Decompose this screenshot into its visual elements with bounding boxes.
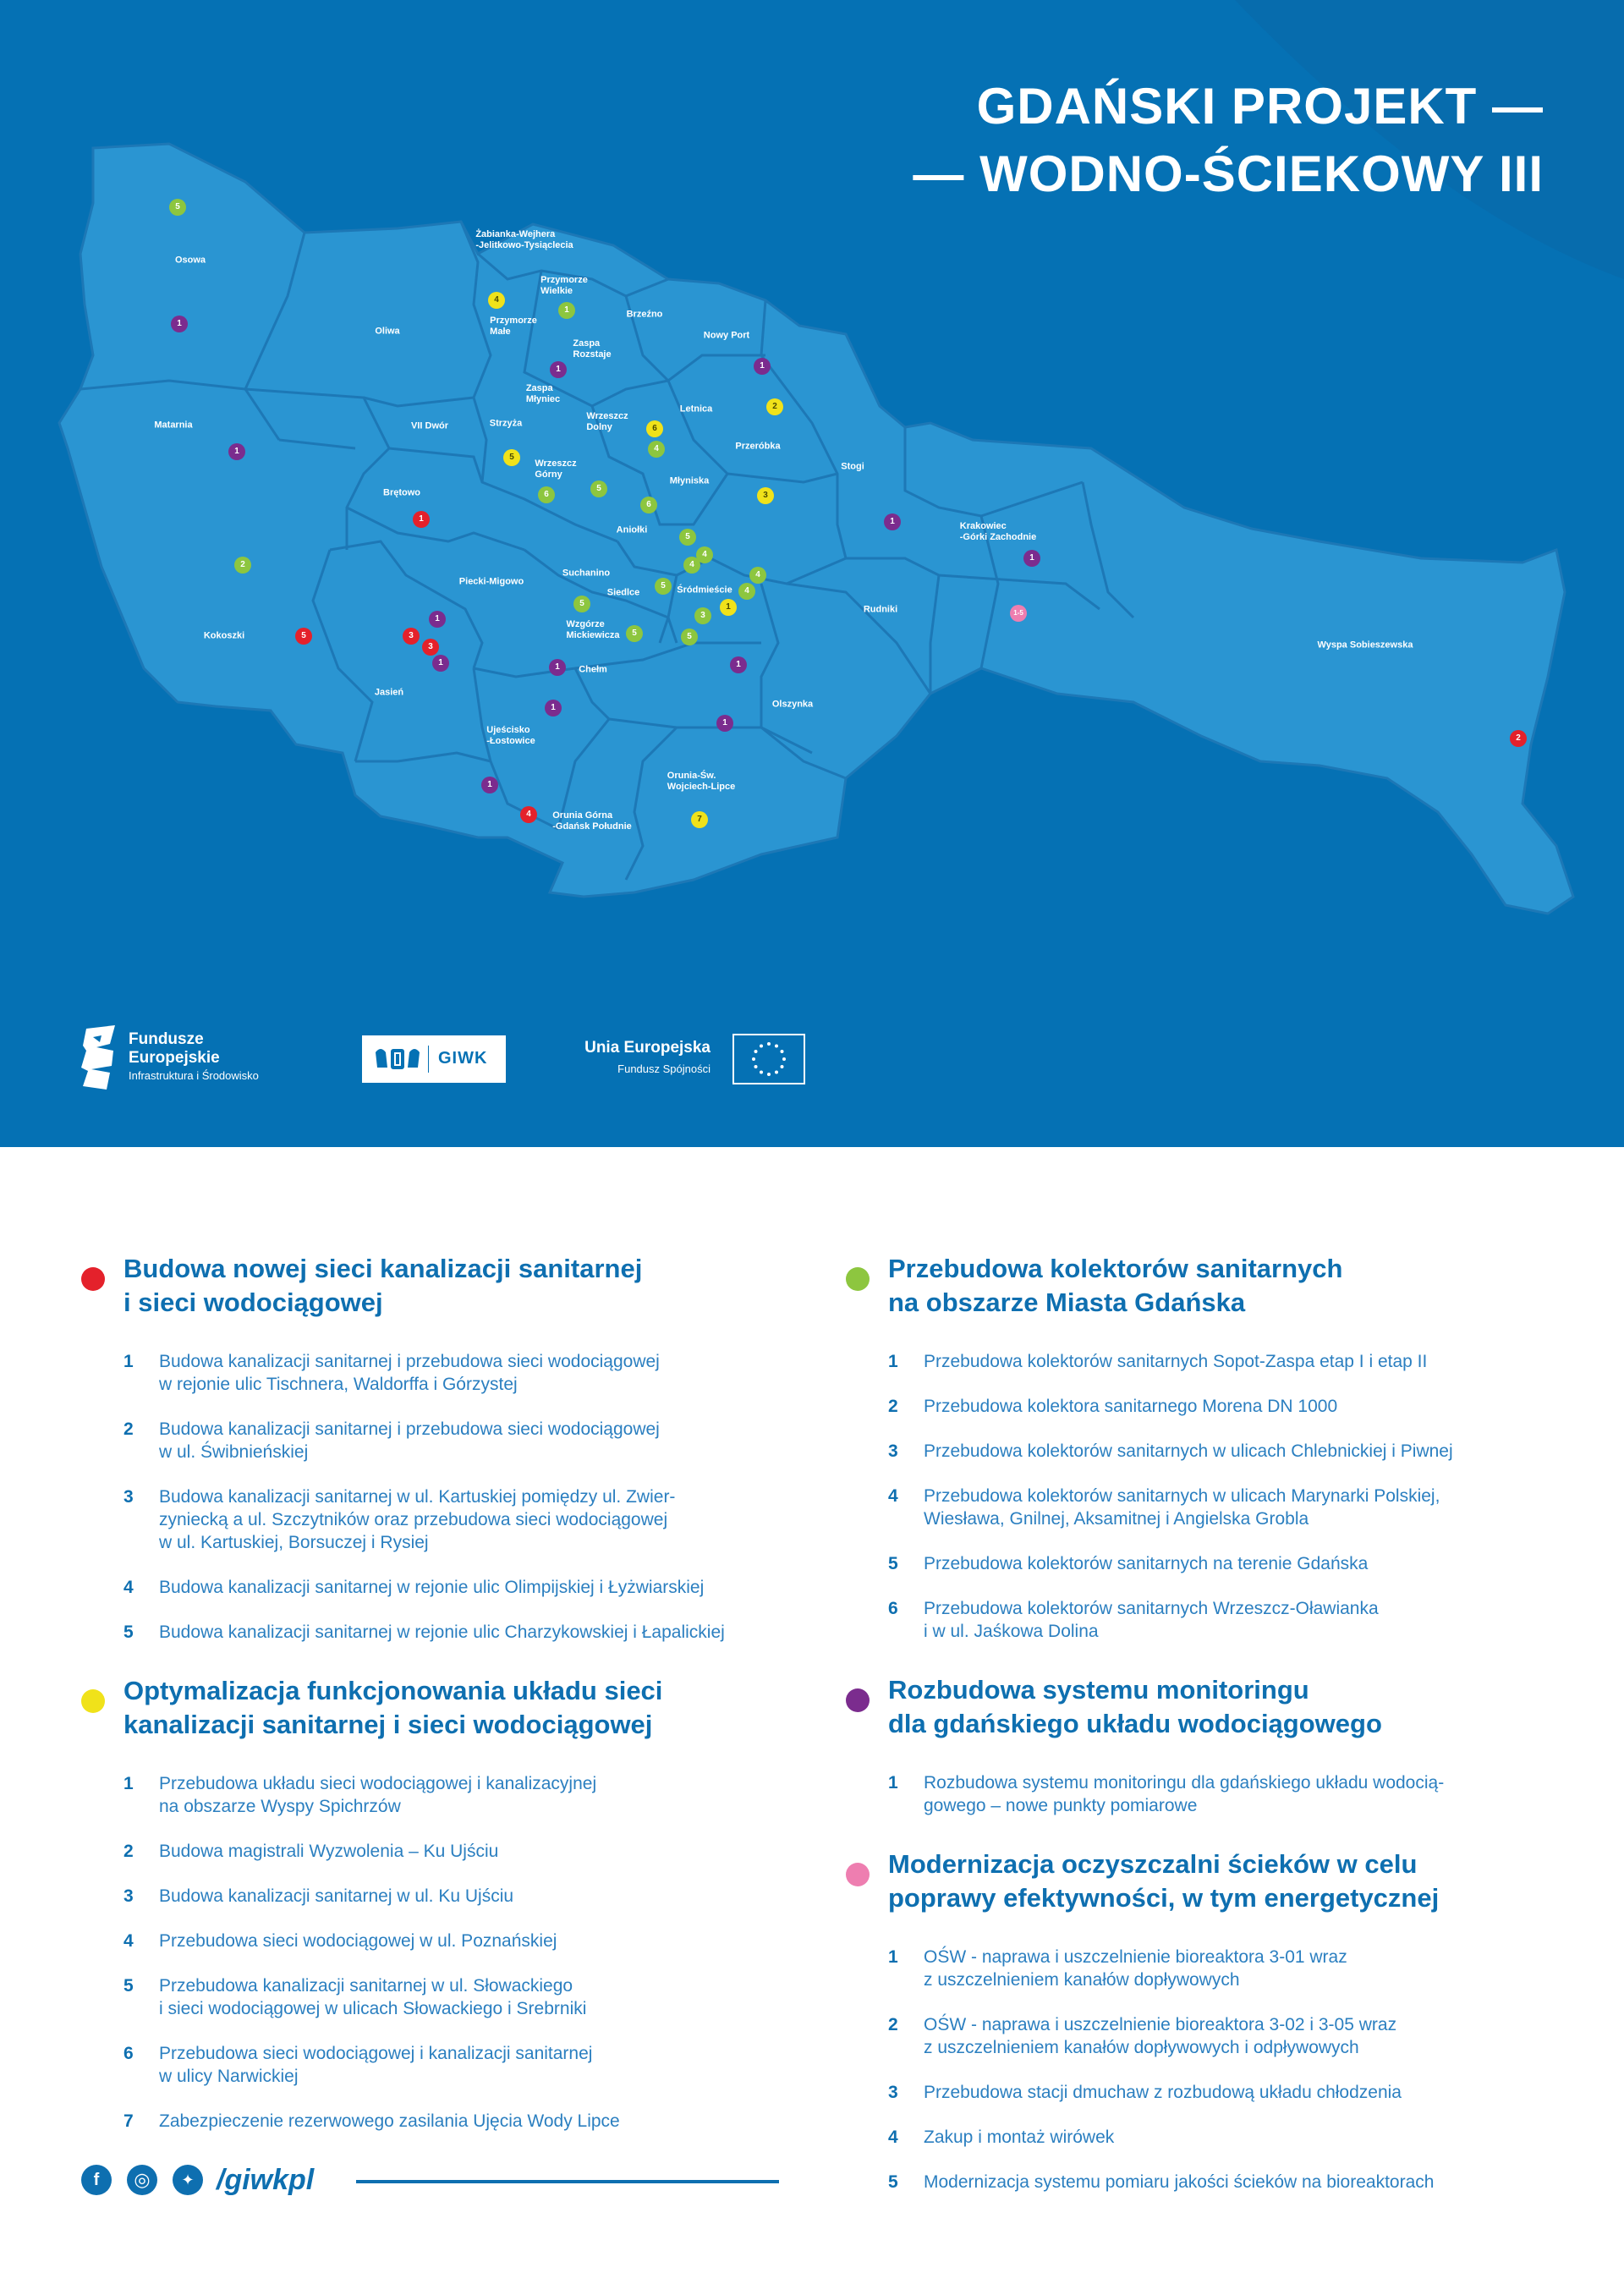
project-marker-purple[interactable]: 1 — [228, 443, 245, 460]
twitter-icon[interactable]: ✦ — [173, 2165, 203, 2195]
legend-item-text: Przebudowa kolektorów sanitarnych w ulicach Chlebnickiej i Piwnej — [924, 1441, 1453, 1461]
legend-item-text: Zakup i montaż wirówek — [924, 2128, 1115, 2147]
district-label: Stogi — [841, 461, 864, 472]
project-marker-yellow[interactable]: 6 — [646, 420, 663, 437]
legend-item-text: OŚW - naprawa i uszczelnienie bioreaktora 3-01 wraz z uszczelnieniem kanałów dopływowych — [924, 1947, 1347, 1990]
project-marker-purple[interactable]: 1 — [481, 777, 498, 793]
legend-item — [888, 1485, 1573, 1530]
district-label: Brzeźno — [626, 309, 663, 320]
project-marker-lime[interactable]: 4 — [749, 567, 766, 584]
project-marker-red[interactable]: 3 — [403, 628, 420, 645]
title-line-1: GDAŃSKI PROJEKT — — [976, 78, 1544, 135]
legend-item-text: Budowa kanalizacji sanitarnej w rejonie ulic Charzykowskiej i Łapalickiej — [159, 1622, 725, 1642]
legend-item — [888, 1597, 1573, 1643]
district-label: Przymorze Małe — [490, 316, 537, 337]
district-label: Oliwa — [375, 326, 400, 337]
facebook-icon[interactable]: f — [81, 2165, 112, 2195]
legend-item-text: Budowa kanalizacji sanitarnej w rejonie ulic Olimpijskiej i Łyżwiarskiej — [159, 1578, 705, 1597]
fundusze-europejskie-logo — [81, 1025, 301, 1093]
project-marker-red[interactable]: 3 — [422, 639, 439, 656]
legend-item — [123, 1621, 809, 1644]
project-marker-yellow[interactable]: 4 — [488, 292, 505, 309]
district-label: Letnica — [679, 404, 713, 415]
legend-item-text: Budowa kanalizacji sanitarnej i przebudowa sieci wodociągowej w ul. Świbnieńskiej — [159, 1419, 660, 1462]
legend-item — [123, 1930, 809, 1952]
district-label: Żabianka-Wejhera -Jelitkowo-Tysiąclecia — [475, 229, 573, 250]
district-label: Kokoszki — [203, 630, 245, 641]
legend-item-number: 1 — [123, 1774, 134, 1793]
district-label: Chełm — [579, 664, 607, 675]
district-label: Orunia-Św. Wojciech-Lipce — [667, 771, 736, 792]
legend-item — [888, 1440, 1573, 1463]
instagram-icon[interactable]: ◎ — [127, 2165, 157, 2195]
project-marker-purple[interactable]: 1 — [432, 655, 449, 672]
legend-item-text: Budowa kanalizacji sanitarnej i przebudowa sieci wodociągowej w rejonie ulic Tischnera, Waldorffa i Górzystej — [159, 1352, 660, 1394]
page-title — [913, 73, 1544, 208]
project-marker-lime[interactable]: 4 — [696, 546, 713, 563]
project-marker-red[interactable]: 1 — [413, 511, 430, 528]
district-label: Olszynka — [771, 699, 814, 710]
district-label: Ujeścisko -Łostowice — [486, 725, 535, 746]
project-marker-lime[interactable]: 4 — [648, 441, 665, 458]
project-marker-purple[interactable]: 1 — [884, 513, 901, 530]
legend-item — [123, 1576, 809, 1599]
legend-item-number: 4 — [888, 2128, 898, 2147]
partner-logos — [0, 1015, 1624, 1100]
legend-item-text: Budowa magistrali Wyzwolenia – Ku Ujściu — [159, 1842, 499, 1861]
legend-item — [888, 1552, 1573, 1575]
project-marker-purple[interactable]: 1 — [550, 361, 567, 378]
project-marker-purple[interactable]: 1 — [545, 700, 562, 716]
legend-section-pink — [846, 1847, 1573, 2193]
district-label: Młyniska — [669, 475, 710, 486]
project-marker-lime[interactable]: 6 — [538, 486, 555, 503]
legend-item-number: 4 — [888, 1486, 898, 1506]
project-marker-yellow[interactable]: 3 — [757, 487, 774, 504]
legend-section-purple — [846, 1673, 1573, 1817]
legend-item-number: 2 — [888, 2015, 898, 2034]
legend-item-text: Modernizacja systemu pomiaru jakości ścieków na bioreaktorach — [924, 2172, 1435, 2192]
district-label: Krakowiec -Górki Zachodnie — [959, 521, 1037, 542]
project-marker-lime[interactable]: 5 — [681, 629, 698, 645]
legend-item-number: 1 — [123, 1352, 134, 1371]
section-title-pink: Modernizacja oczyszczalni ścieków w celu poprawy efektywności, w tym energetycznej — [888, 1849, 1440, 1913]
social-handle[interactable]: /giwkpl — [217, 2164, 315, 2196]
legend-item-number: 4 — [123, 1578, 134, 1597]
social-bar — [81, 2161, 783, 2204]
project-marker-yellow[interactable]: 2 — [766, 398, 783, 415]
legend-item — [123, 2042, 809, 2088]
district-label: Wyspa Sobieszewska — [1317, 640, 1413, 651]
legend-item-number: 1 — [888, 1947, 898, 1967]
legend-item-text: Przebudowa kolektora sanitarnego Morena DN 1000 — [924, 1397, 1338, 1416]
project-marker-lime[interactable]: 5 — [169, 199, 186, 216]
legend-item-number: 1 — [888, 1773, 898, 1793]
project-marker-lime[interactable]: 6 — [640, 497, 657, 513]
pink-dot-icon — [846, 1863, 870, 1886]
legend-item-number: 5 — [123, 1976, 134, 1996]
legend-item-text: Przebudowa układu sieci wodociągowej i kanalizacyjnej na obszarze Wyspy Spichrzów — [159, 1774, 597, 1816]
district-label: Osowa — [174, 255, 206, 266]
legend-section-red — [81, 1252, 809, 1644]
legend-item-text: Przebudowa kolektorów sanitarnych Wrzeszcz-Oławianka i w ul. Jaśkowa Dolina — [924, 1599, 1379, 1641]
legend-item — [888, 2013, 1573, 2059]
giwk-logo — [362, 1035, 506, 1083]
project-marker-red[interactable]: 4 — [520, 806, 537, 823]
project-marker-purple[interactable]: 1 — [730, 656, 747, 673]
social-divider — [356, 2180, 779, 2183]
legend-item — [888, 2171, 1573, 2193]
legend-item-text: Zabezpieczenie rezerwowego zasilania Ujęcia Wody Lipce — [159, 2111, 620, 2131]
district-label: VII Dwór — [410, 420, 449, 431]
project-marker-purple[interactable]: 1 — [754, 358, 771, 375]
section-title-yellow: Optymalizacja funkcjonowania układu sieci kanalizacji sanitarnej i sieci wodociągowej — [123, 1676, 663, 1739]
district-label: Suchanino — [562, 568, 611, 579]
project-marker-red[interactable]: 5 — [295, 628, 312, 645]
district-label: Zaspa Młyniec — [525, 383, 561, 404]
legend-item-number: 6 — [123, 2044, 134, 2063]
district-label: Zaspa Rozstaje — [573, 338, 612, 360]
yellow-dot-icon — [81, 1689, 105, 1713]
legend-item-text: Przebudowa stacji dmuchaw z rozbudową układu chłodzenia — [924, 2083, 1402, 2102]
project-marker-red[interactable]: 2 — [1510, 730, 1527, 747]
fe-line-3: Infrastruktura i Środowisko — [129, 1069, 259, 1082]
section-items-pink — [846, 1946, 1573, 2193]
project-marker-purple[interactable]: 1 — [1023, 550, 1040, 567]
legend-item-text: Przebudowa kolektorów sanitarnych w ulicach Marynarki Polskiej, Wiesława, Gnilnej, Aksamitnej i Angielska Grobla — [924, 1486, 1440, 1529]
legend-item — [888, 1771, 1573, 1817]
legend-item-number: 3 — [123, 1886, 134, 1906]
legend-item-number: 4 — [123, 1931, 134, 1951]
eu-logo — [584, 1034, 804, 1086]
green-dot-icon — [846, 1267, 870, 1291]
fe-star-icon — [81, 1025, 118, 1090]
giwk-crest-icon — [372, 1044, 423, 1074]
district-label: Śródmieście — [677, 585, 732, 596]
project-marker-purple[interactable]: 1 — [429, 611, 446, 628]
district-label: Jasień — [374, 687, 404, 698]
legend-section-lime — [846, 1252, 1573, 1643]
section-items-red — [81, 1350, 809, 1644]
district-label: Wzgórze Mickiewicza — [566, 619, 620, 640]
legend-item — [123, 1885, 809, 1908]
legend-item — [888, 1350, 1573, 1373]
legend-item-number: 1 — [888, 1352, 898, 1371]
legend-item — [123, 1772, 809, 1818]
legend-item-text: Budowa kanalizacji sanitarnej w ul. Kartuskiej pomiędzy ul. Zwier- zyniecką a ul. Szczytników oraz przebudowa sieci wodociągowej w ul. Kartuskiej, Borsuczej i Rysiej — [159, 1487, 676, 1552]
legend-item-text: OŚW - naprawa i uszczelnienie bioreaktora 3-02 i 3-05 wraz z uszczelnieniem kanałów dopływowych i odpływowych — [924, 2015, 1397, 2057]
project-marker-lime[interactable]: 4 — [738, 583, 755, 600]
project-marker-yellow[interactable]: 1 — [720, 599, 737, 616]
eu-line-1: Unia Europejska — [584, 1039, 710, 1057]
legend-item-number: 7 — [123, 2111, 134, 2131]
project-marker-yellow[interactable]: 7 — [691, 811, 708, 828]
district-label: Wrzeszcz Górny — [535, 458, 577, 480]
legend-item-number: 5 — [888, 1554, 898, 1573]
project-marker-lime[interactable]: 5 — [590, 480, 607, 497]
district-label: Brętowo — [383, 487, 420, 498]
legend-right-column — [846, 1252, 1573, 2224]
section-items-lime — [846, 1350, 1573, 1643]
district-label: Aniołki — [616, 524, 648, 535]
legend-item — [888, 1946, 1573, 1991]
legend-item-text: Przebudowa sieci wodociągowej i kanalizacji sanitarnej w ulicy Narwickiej — [159, 2044, 593, 2086]
district-label: Orunia Górna -Gdańsk Południe — [552, 810, 632, 832]
eu-flag-icon — [732, 1034, 805, 1084]
project-marker-lime[interactable]: 1 — [558, 302, 575, 319]
red-dot-icon — [81, 1267, 105, 1291]
legend-item-number: 3 — [123, 1487, 134, 1507]
project-marker-lime[interactable]: 5 — [626, 625, 643, 642]
project-marker-lime[interactable]: 4 — [683, 557, 700, 574]
legend-item — [123, 1350, 809, 1396]
section-items-yellow — [81, 1772, 809, 2133]
legend-item-text: Przebudowa sieci wodociągowej w ul. Poznańskiej — [159, 1931, 557, 1951]
legend-item — [888, 2081, 1573, 2104]
section-items-purple — [846, 1771, 1573, 1817]
legend-item-number: 2 — [123, 1842, 134, 1861]
legend-item — [123, 1974, 809, 2020]
legend-item-text: Przebudowa kolektorów sanitarnych Sopot-Zaspa etap I i etap II — [924, 1352, 1428, 1371]
district-label: Przeróbka — [735, 441, 781, 452]
fe-line-1: Fundusze — [129, 1030, 204, 1048]
project-marker-lime[interactable]: 5 — [679, 529, 696, 546]
legend-item-text: Przebudowa kolektorów sanitarnych na terenie Gdańska — [924, 1554, 1369, 1573]
project-marker-purple[interactable]: 1 — [716, 715, 733, 732]
section-title-purple: Rozbudowa systemu monitoringu dla gdańskiego układu wodociągowego — [888, 1675, 1382, 1738]
legend-item-number: 5 — [123, 1622, 134, 1642]
district-label: Strzyża — [489, 418, 523, 429]
legend-item-text: Budowa kanalizacji sanitarnej w ul. Ku Ujściu — [159, 1886, 514, 1906]
legend-item — [123, 1485, 809, 1554]
project-marker-lime[interactable]: 3 — [694, 607, 711, 624]
legend-item-number: 3 — [888, 1441, 898, 1461]
legend-left-column — [81, 1252, 809, 2163]
legend-item — [123, 1840, 809, 1863]
section-title-lime: Przebudowa kolektorów sanitarnych na obszarze Miasta Gdańska — [888, 1254, 1343, 1317]
project-marker-lime[interactable]: 2 — [234, 557, 251, 574]
section-title-red: Budowa nowej sieci kanalizacji sanitarnej i sieci wodociągowej — [123, 1254, 643, 1317]
project-marker-purple[interactable]: 1 — [171, 316, 188, 332]
legend-section-yellow — [81, 1674, 809, 2133]
legend-item-number: 2 — [123, 1419, 134, 1439]
district-label: Wrzeszcz Dolny — [586, 411, 628, 432]
giwk-text: GIWK — [438, 1049, 488, 1068]
title-line-2: — WODNO-ŚCIEKOWY III — [913, 145, 1544, 202]
district-label: Matarnia — [154, 420, 193, 431]
project-marker-purple[interactable]: 1 — [549, 659, 566, 676]
project-marker-pink[interactable]: 1-5 — [1010, 605, 1027, 622]
project-marker-lime[interactable]: 5 — [573, 596, 590, 612]
district-label: Siedlce — [606, 587, 640, 598]
legend-item — [888, 2126, 1573, 2149]
project-marker-lime[interactable]: 5 — [655, 578, 672, 595]
legend-item — [888, 1395, 1573, 1418]
legend-item-number: 6 — [888, 1599, 898, 1618]
legend-item-text: Przebudowa kanalizacji sanitarnej w ul. Słowackiego i sieci wodociągowej w ulicach Słowackiego i Srebrniki — [159, 1976, 587, 2018]
district-label: Nowy Port — [703, 330, 750, 341]
city-outline — [59, 144, 1573, 914]
district-label: Przymorze Wielkie — [540, 275, 588, 296]
fe-line-2: Europejskie — [129, 1049, 220, 1067]
legend-item-number: 3 — [888, 2083, 898, 2102]
project-marker-yellow[interactable]: 5 — [503, 449, 520, 466]
legend-item — [123, 1418, 809, 1463]
district-label: Rudniki — [863, 604, 898, 615]
legend-item-text: Rozbudowa systemu monitoringu dla gdańskiego układu wodocią- gowego – nowe punkty pomiarowe — [924, 1773, 1445, 1815]
legend-item-number: 2 — [888, 1397, 898, 1416]
district-label: Piecki-Migowo — [458, 576, 524, 587]
legend-item — [123, 2110, 809, 2133]
purple-dot-icon — [846, 1688, 870, 1712]
eu-line-2: Fundusz Spójności — [617, 1062, 710, 1075]
legend-item-number: 5 — [888, 2172, 898, 2192]
